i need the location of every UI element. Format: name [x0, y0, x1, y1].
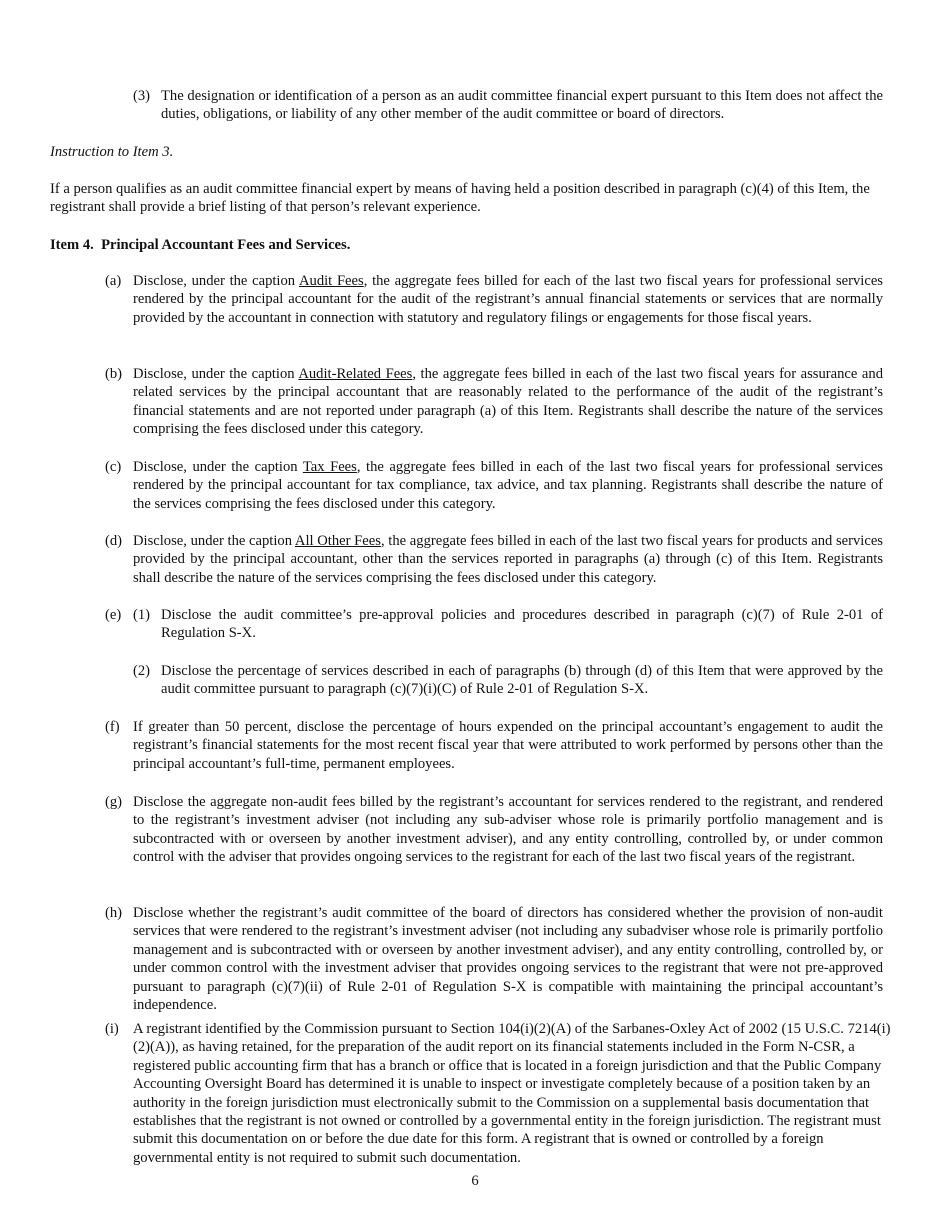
item4-heading: Item 4. Principal Accountant Fees and Services. [50, 237, 351, 253]
item4-paragraph-c-label: (c) [105, 459, 122, 475]
caption-audit-related-fees: Audit-Related Fees [298, 366, 413, 382]
item4-paragraph-i-label: (i) [105, 1021, 119, 1037]
item4-paragraph-e2-text: Disclose the percentage of services described in each of paragraphs (b) through (d) of this Item that were approved by the audit committee pursuant to paragraph (c)(7)(i)(C) of Rule 2-01 of Regulation S-X. [161, 663, 883, 698]
page-number: 6 [471, 1173, 479, 1189]
item4-paragraph-h-text: Disclose whether the registrant’s audit committee of the board of directors has considered whether the provision of non-audit services that were rendered to the registrant’s investment adviser (not including any subadviser whose role is primarily portfolio management and is subcontracted with or overseen by another investment adviser), and any entity controlling, controlled by, or under common control with the investment adviser that provides ongoing services to the registrant that were not pre-approved pursuant to paragraph (c)(7)(ii) of Rule 2-01 of Regulation S-X is compatible with maintaining the principal accountant’s independence. [133, 905, 883, 1014]
item4-paragraph-h [0, 904, 950, 1014]
item4-paragraph-f-text: If greater than 50 percent, disclose the percentage of hours expended on the principal accountant’s engagement to audit the registrant’s financial statements for the most recent fiscal year that were attributed to work performed by persons other than the principal accountant’s full-time, permanent employees. [133, 719, 883, 772]
item4-paragraph-e2-label: (2) [133, 663, 151, 679]
item4-paragraph-e-label: (e) [105, 607, 122, 623]
item4-a-pre: Disclose, under the caption [133, 273, 299, 289]
item4-c-post: , the aggregate fees billed in each of the last two fiscal years for professional services rendered by the principal accountant for tax compliance, tax advice, and tax planning. Registrants shall describe the nature of the services comprising the fees disclosed under this category. [133, 459, 883, 512]
caption-tax-fees: Tax Fees [302, 459, 357, 475]
item4-paragraph-a-label: (a) [105, 273, 122, 289]
item4-paragraph-h-label: (h) [105, 905, 123, 921]
item4-paragraph-c-text [133, 458, 883, 513]
item4-paragraph-d [0, 532, 950, 588]
caption-audit-fees: Audit Fees [298, 273, 364, 289]
item4-paragraph-b-text [133, 365, 883, 439]
item3-paragraph-3-label: (3) [133, 88, 151, 104]
item4-paragraph-f-label: (f) [105, 719, 120, 735]
instruction-heading: Instruction to Item 3. [50, 144, 174, 160]
item4-paragraph-a-text [133, 272, 883, 327]
item4-paragraph-e2 [0, 662, 950, 700]
item4-a-post: , the aggregate fees billed for each of the last two fiscal years for professional services rendered by the principal accountant for the audit of the registrant’s annual financial statements or services that are normally provided by the accountant in connection with statutory and regulatory filings or engagements for those fiscal years. [133, 273, 883, 326]
item4-paragraph-b-label: (b) [105, 366, 123, 382]
item4-paragraph-g-text: Disclose the aggregate non-audit fees billed by the registrant’s accountant for services rendered to the registrant, and rendered to the registrant’s investment adviser (not including any sub-adviser whose role is primarily portfolio management and is subcontracted with or overseen by another investment adviser), and any entity controlling, controlled by, or under common control with the adviser that provides ongoing services to the registrant for each of the last two fiscal years of the registrant. [133, 794, 883, 866]
item4-paragraph-i [0, 1020, 950, 1168]
item4-paragraph-e [0, 606, 950, 644]
item4-paragraph-i-text: A registrant identified by the Commission pursuant to Section 104(i)(2)(A) of the Sarbanes-Oxley Act of 2002 (15 U.S.C. 7214(i)(2)(A)), as having retained, for the preparation of the audit report on its financial statements included in the Form N-CSR, a registered public accounting firm that has a branch or office that is located in a foreign jurisdiction and that the Public Company Accounting Oversight Board has determined it is unable to inspect or investigate completely because of a position taken by an authority in the foreign jurisdiction must electronically submit to the Commission on a supplemental basis documentation that establishes that the registrant is not owned or controlled by a governmental entity in the foreign jurisdiction. The registrant must submit this documentation on or before the due date for this form. A registrant that is owned or controlled by a foreign governmental entity is not required to submit such documentation. [133, 1021, 891, 1166]
item4-paragraph-d-text [133, 532, 883, 587]
item4-paragraph-e1-text: Disclose the audit committee’s pre-approval policies and procedures described in paragraph (c)(7) of Rule 2-01 of Regulation S-X. [161, 607, 883, 642]
item4-paragraph-a [0, 272, 950, 346]
item4-paragraph-f [0, 718, 950, 774]
item4-paragraph-g [0, 793, 950, 885]
item4-d-post: , the aggregate fees billed in each of the last two fiscal years for products and services provided by the principal accountant, other than the services reported in paragraphs (a) through (c) of this Item. Registrants shall describe the nature of the services comprising the fees disclosed under this category. [133, 533, 883, 586]
item4-paragraph-e1-label: (1) [133, 607, 151, 623]
item4-paragraph-b [0, 365, 950, 439]
item3-paragraph-3 [0, 87, 950, 125]
item4-b-post: , the aggregate fees billed in each of the last two fiscal years for assurance and related services by the principal accountant that are reasonably related to the performance of the audit of the registrant’s financial statements and are not reported under paragraph (a) of this Item. Registrants shall describe the nature of the services comprising the fees disclosed under this category. [133, 366, 883, 438]
item4-paragraph-d-label: (d) [105, 533, 123, 549]
instruction-text: If a person qualifies as an audit committee financial expert by means of having held a position described in paragraph (c)(4) of this Item, the registrant shall provide a brief listing of that person’s relevant experience. [50, 181, 870, 216]
item4-c-pre: Disclose, under the caption [133, 459, 303, 475]
item4-paragraph-g-label: (g) [105, 794, 123, 810]
item4-d-pre: Disclose, under the caption [133, 533, 295, 549]
item4-b-pre: Disclose, under the caption [133, 366, 299, 382]
item3-paragraph-3-text: The designation or identification of a person as an audit committee financial expert pursuant to this Item does not affect the duties, obligations, or liability of any other member of the audit committee or board of directors. [161, 88, 883, 123]
item4-paragraph-c [0, 458, 950, 514]
caption-all-other-fees: All Other Fees [294, 533, 381, 549]
